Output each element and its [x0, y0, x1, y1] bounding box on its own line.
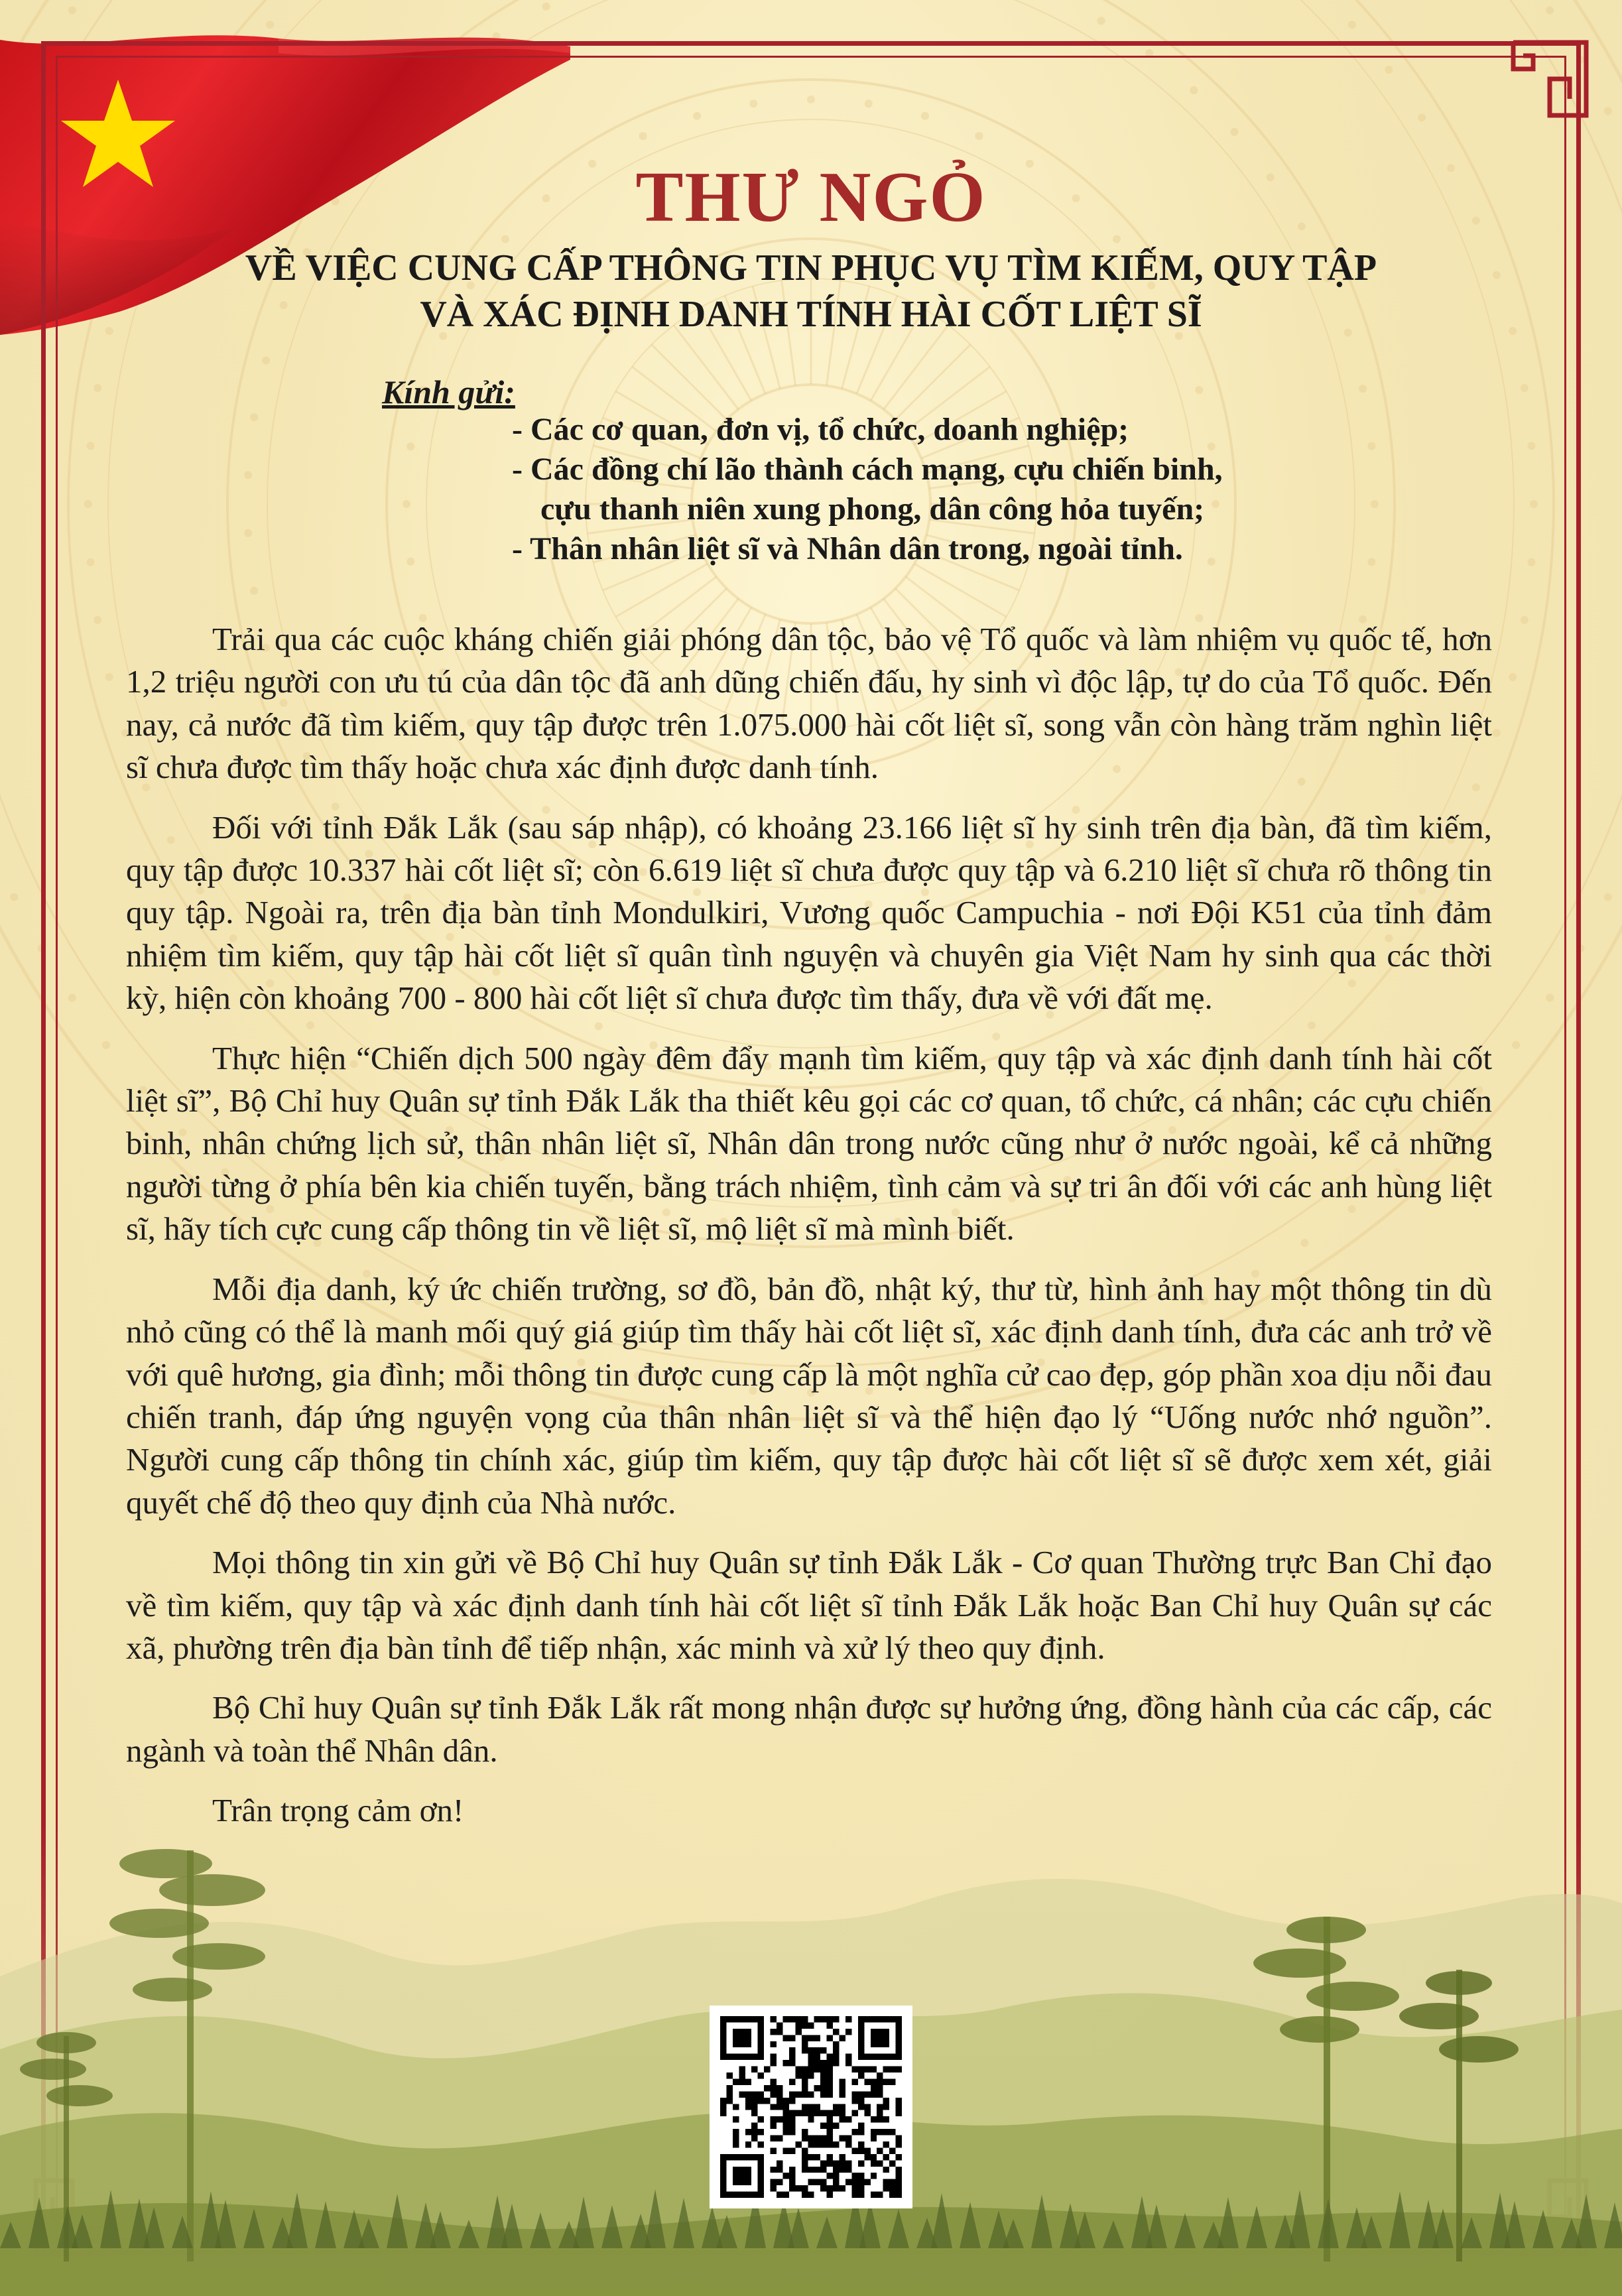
addressee-item: - Các đồng chí lão thành cách mạng, cựu chiến binh,	[512, 452, 1223, 487]
subtitle-line-2: VÀ XÁC ĐỊNH DANH TÍNH HÀI CỐT LIỆT SĨ	[420, 294, 1202, 335]
letter-body	[126, 618, 1492, 1850]
body-paragraph: Đối với tỉnh Đắk Lắk (sau sáp nhập), có khoảng 23.166 liệt sĩ hy sinh trên địa bàn, đã tìm kiếm, quy tập được 10.337 hài cốt liệt sĩ; còn 6.619 liệt sĩ chưa được quy tập và 6.210 liệt sĩ chưa rõ thông tin quy tập. Ngoài ra, trên địa bàn tỉnh Mondulkiri, Vương quốc Campuchia - nơi Đội K51 của tỉnh đảm nhiệm tìm kiếm, quy tập hài cốt liệt sĩ quân tình nguyện và chuyên gia Việt Nam hy sinh qua các thời kỳ, hiện còn khoảng 700 - 800 hài cốt liệt sĩ chưa được tìm thấy, đưa về với đất mẹ.	[126, 808, 1492, 1017]
body-paragraph: Thực hiện “Chiến dịch 500 ngày đêm đẩy mạnh tìm kiếm, quy tập và xác định danh tính hài cốt liệt sĩ”, Bộ Chỉ huy Quân sự tỉnh Đắk Lắk tha thiết kêu gọi các cơ quan, tổ chức, cá nhân; các cựu chiến binh, nhân chứng lịch sử, thân nhân liệt sĩ, Nhân dân trong nước cũng như ở nước ngoài, kể cả những người từng ở phía bên kia chiến tuyến, bằng trách nhiệm, tình cảm và sự tri ân đối với các anh hùng liệt sĩ, hãy tích cực cung cấp thông tin về liệt sĩ, mộ liệt sĩ mà mình biết.	[126, 1039, 1492, 1247]
addressee-item: cựu thanh niên xung phong, dân công hỏa tuyến;	[540, 491, 1205, 527]
qr-code-icon	[720, 2016, 902, 2198]
addressee-label: Kính gửi:	[382, 373, 515, 411]
subtitle-line-1: VỀ VIỆC CUNG CẤP THÔNG TIN PHỤC VỤ TÌM KIẾM, QUY TẬP	[245, 247, 1377, 288]
qr-code[interactable]	[710, 2006, 912, 2208]
addressee-item: - Các cơ quan, đơn vị, tổ chức, doanh nghiệp;	[512, 412, 1129, 447]
addressee-item: - Thân nhân liệt sĩ và Nhân dân trong, ngoài tỉnh.	[512, 531, 1183, 566]
body-paragraph: Trải qua các cuộc kháng chiến giải phóng dân tộc, bảo vệ Tổ quốc và làm nhiệm vụ quốc tế, hơn 1,2 triệu người con ưu tú của dân tộc đã anh dũng chiến đấu, hy sinh vì độc lập, tự do của Tổ quốc. Đến nay, cả nước đã tìm kiếm, quy tập được trên 1.075.000 hài cốt liệt sĩ, song vẫn còn hàng trăm nghìn liệt sĩ chưa được tìm thấy hoặc chưa xác định được danh tính.	[126, 621, 1492, 786]
page-title: THƯ NGỎ	[635, 158, 987, 237]
body-paragraph: Mọi thông tin xin gửi về Bộ Chỉ huy Quân sự tỉnh Đắk Lắk - Cơ quan Thường trực Ban Chỉ đạo về tìm kiếm, quy tập và xác định danh tính hài cốt liệt sĩ tỉnh Đắk Lắk hoặc Ban Chỉ huy Quân sự các xã, phường trên địa bàn tỉnh để tiếp nhận, xác minh và xử lý theo quy định.	[126, 1544, 1492, 1666]
body-paragraph: Bộ Chỉ huy Quân sự tỉnh Đắk Lắk rất mong nhận được sự hưởng ứng, đồng hành của các cấp, các ngành và toàn thể Nhân dân.	[126, 1689, 1492, 1769]
closing-line: Trân trọng cảm ơn!	[212, 1792, 464, 1829]
body-paragraph: Mỗi địa danh, ký ức chiến trường, sơ đồ, bản đồ, nhật ký, thư từ, hình ảnh hay một thông tin dù nhỏ cũng có thể là manh mối quý giá giúp tìm thấy hài cốt liệt sĩ, xác định danh tính, đưa các anh trở về với quê hương, gia đình; mỗi thông tin được cung cấp là một nghĩa cử cao đẹp, góp phần xoa dịu nỗi đau chiến tranh, đáp ứng nguyện vọng của thân nhân liệt sĩ và thể hiện đạo lý “Uống nước nhớ nguồn”. Người cung cấp thông tin chính xác, giúp tìm kiếm, quy tập được hài cốt liệt sĩ sẽ được xem xét, giải quyết chế độ theo quy định của Nhà nước.	[126, 1270, 1492, 1521]
corner-ornament-icon	[1500, 29, 1599, 129]
